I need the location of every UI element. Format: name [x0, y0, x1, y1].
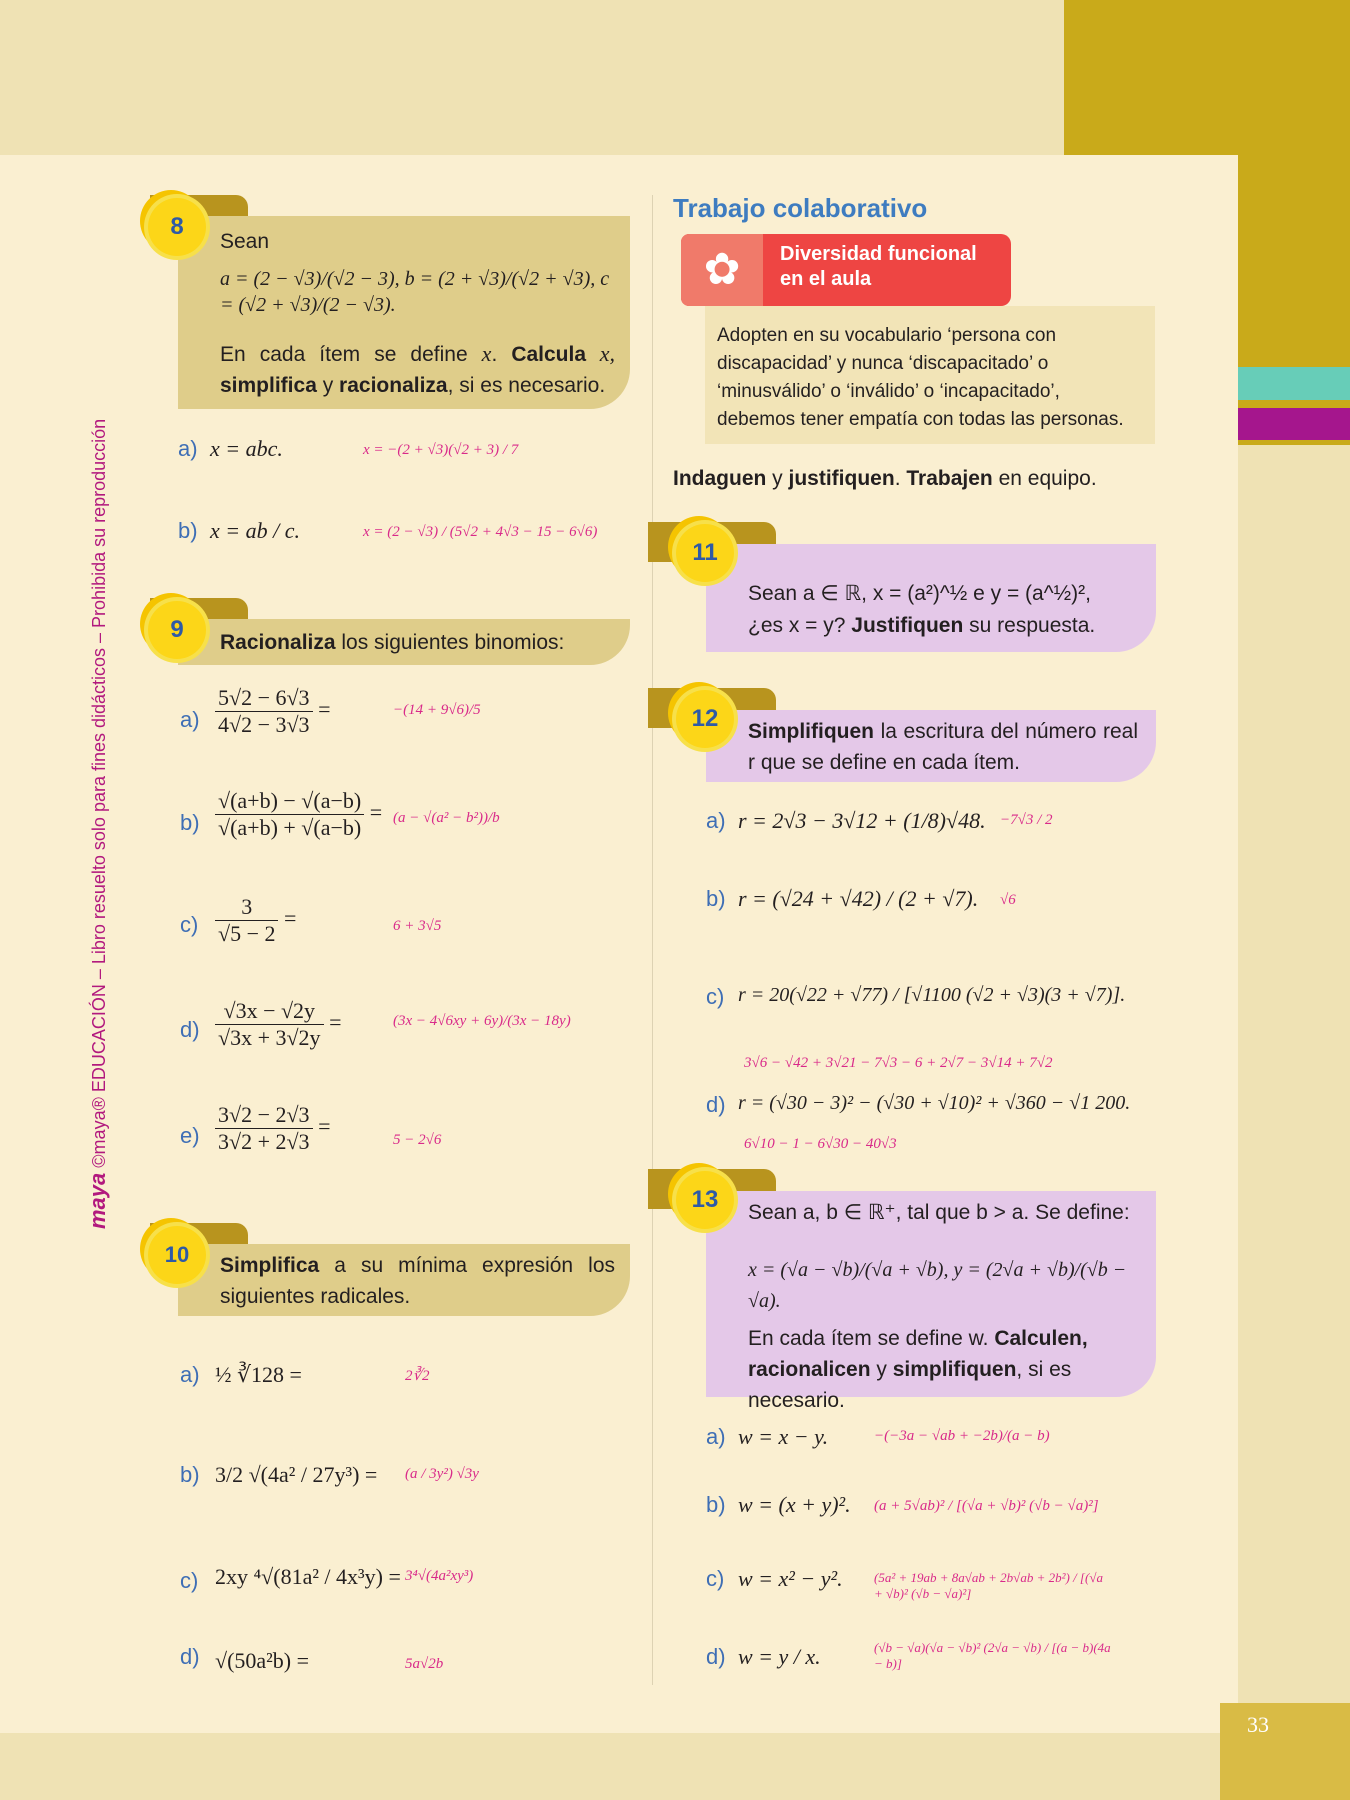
- ex13-item-d-label: d): [706, 1644, 726, 1669]
- ex9-item-e-answer: 5 − 2√6: [393, 1132, 442, 1148]
- ex8-number-badge: 8: [148, 198, 206, 256]
- ex13-instruction: [748, 1323, 1143, 1416]
- ex12-item-c-answer: 3√6 − √42 + 3√21 − 7√3 − 6 + 2√7 − 3√14 + 7√2: [744, 1055, 1053, 1071]
- ex8-item-a-label: a): [178, 436, 198, 461]
- ex13-line1: Sean a, b ∈ ℝ⁺, tal que b > a. Se define:: [748, 1201, 1130, 1224]
- ex12-item-b-expr: r = (√24 + √42) / (2 + √7).: [738, 886, 979, 911]
- diversity-text: Adopten en su vocabulario ‘persona con discapacidad’ y nunca ‘discapacitado’ o ‘minusválido’ o ‘inválido’ o ‘incapacitado’, debemos tener empatía con todas las personas.: [705, 306, 1155, 444]
- ex9-b-num: √(a+b) − √(a−b): [215, 788, 364, 815]
- ex13-item-a-answer: −(−3a − √ab + −2b)/(a − b): [874, 1428, 1050, 1444]
- ex8-definitions: a = (2 − √3)/(√2 − 3), b = (2 + √3)/(√2 + √3), c = (√2 + √3)/(2 − √3).: [220, 268, 610, 316]
- ex13-item-c-expr: w = x² − y².: [738, 1566, 843, 1591]
- ex8-simplifica: simplifica: [220, 374, 317, 397]
- ex10-simplifica: Simplifica: [220, 1254, 320, 1277]
- magenta-strip: [1238, 408, 1350, 440]
- ex9-b-den: √(a+b) + √(a−b): [218, 815, 362, 840]
- ex9-item-c-expr: $\frac{3}{√5 - 2}$ =: [215, 894, 296, 947]
- collab-equipo: en equipo.: [992, 467, 1097, 490]
- teal-strip: [1238, 367, 1350, 400]
- ex8-item-a-answer: x = −(2 + √3)(√2 + 3) / 7: [363, 442, 519, 458]
- ex8-item-b-label: b): [178, 518, 198, 543]
- ex10-item-c-expr: 2xy ⁴√(81a² / 4x³y) =: [215, 1564, 401, 1589]
- ex8-intro: Sean: [220, 230, 270, 253]
- ex11-tail: su respuesta.: [963, 614, 1096, 637]
- ex9-a-num: 5√2 − 6√3: [215, 685, 313, 712]
- ex12-item-b-answer: √6: [1000, 892, 1016, 908]
- ex9-d-num: √3x − √2y: [215, 998, 324, 1025]
- ex8-calcula: Calcula: [511, 343, 587, 366]
- ex8-instruction: [220, 338, 615, 401]
- right-light-band: [1238, 445, 1350, 1800]
- collab-y: y: [766, 467, 789, 490]
- ex13-box: [706, 1191, 1156, 1412]
- collab-trabajen: Trabajen: [906, 467, 993, 490]
- ex8-box: [178, 216, 630, 409]
- ex8-item-a-expr: x = abc.: [210, 436, 283, 461]
- column-divider: [652, 195, 653, 1685]
- ex11-question: ¿es x = y?: [748, 614, 852, 637]
- ex12-number-badge: 12: [676, 690, 734, 748]
- ex12-item-d-label: d): [706, 1092, 726, 1117]
- ex9-item-d-label: d): [180, 1017, 200, 1042]
- ex9-item-b-answer: (a − √(a² − b²))/b: [393, 810, 500, 826]
- ex11-line2: [748, 610, 1095, 641]
- ex10-item-a-answer: 2∛2: [405, 1368, 430, 1384]
- ex13-number-badge: 13: [676, 1171, 734, 1229]
- ex9-item-e-expr: $\frac{3√2 - 2√3}{3√2 + 2√3}$ =: [215, 1102, 330, 1155]
- ex10-number-badge: 10: [148, 1226, 206, 1284]
- ex9-item-c-label: c): [180, 912, 199, 937]
- ex9-item-e-label: e): [180, 1123, 200, 1148]
- ex10-item-d-answer: 5a√2b: [405, 1656, 444, 1672]
- ex13-definitions: x = (√a − √b)/(√a + √b), y = (2√a + √b)/(√b − √a).: [748, 1259, 1127, 1312]
- side-copyright-text: [81, 418, 115, 1229]
- ex9-item-c-answer: 6 + 3√5: [393, 918, 442, 934]
- ex10-text: a su mínima expresión los siguientes radicales.: [220, 1254, 615, 1308]
- ex9-d-den: √3x + 3√2y: [218, 1025, 321, 1050]
- ex12-box: [706, 710, 1156, 782]
- ex11-box: [706, 544, 1156, 652]
- ex9-instruction: [220, 627, 564, 658]
- ex8-instr-x: x: [481, 341, 492, 366]
- ex13-tail: , si es necesario.: [748, 1358, 1072, 1412]
- page-number: 33: [1247, 1712, 1269, 1737]
- ex8-item-b-expr: x = ab / c.: [210, 518, 300, 543]
- ex12-item-d-expr: r = (√30 − 3)² − (√30 + √10)² + √360 − √1 200.: [738, 1092, 1131, 1114]
- ex10-item-d-expr: √(50a²b) =: [215, 1648, 309, 1673]
- ex13-item-b-label: b): [706, 1492, 726, 1517]
- ex10-item-c-label: c): [180, 1568, 199, 1593]
- flower-icon: ✿: [681, 234, 763, 306]
- ex13-item-c-answer: (5a² + 19ab + 8a√ab + 2b√ab + 2b²) / [(√a + √b)² (√b − √a)²]: [874, 1570, 1103, 1601]
- ex12-item-c-expr: r = 20(√22 + √77) / [√1100 (√2 + √3)(3 + √7)].: [738, 984, 1126, 1006]
- top-band: [0, 0, 1064, 155]
- ex11-justifiquen: Justifiquen: [851, 614, 964, 637]
- ex12-item-c-label: c): [706, 984, 725, 1009]
- ex10-item-b-expr: 3/2 √(4a² / 27y³) =: [215, 1462, 378, 1487]
- ex10-instruction: [220, 1250, 615, 1312]
- ex9-item-d-expr: $\frac{√3x - √2y}{√3x + 3√2y}$ =: [215, 998, 341, 1051]
- ex10-item-d-label: d): [180, 1644, 200, 1669]
- ex13-item-c-label: c): [706, 1566, 725, 1591]
- ex12-simplifiquen: Simplifiquen: [748, 720, 874, 743]
- ex9-racionaliza: Racionaliza: [220, 631, 336, 654]
- ex9-item-b-expr: $\frac{√(a+b) - √(a-b)}{√(a+b) + √(a-b)}$ =: [215, 788, 382, 841]
- diversity-title: Diversidad funcional en el aula: [780, 243, 977, 290]
- ex8-item-b-answer: x = (2 − √3) / (5√2 + 4√3 − 15 − 6√6): [363, 524, 598, 540]
- ex13-simplifiquen: simplifiquen: [892, 1358, 1017, 1381]
- collab-title: Trabajo colaborativo: [673, 193, 928, 223]
- ex10-item-b-label: b): [180, 1462, 200, 1487]
- ex9-c-den: √5 − 2: [218, 921, 276, 946]
- bottom-band: [0, 1733, 1220, 1800]
- ex8-instr-x2: x,: [586, 341, 616, 366]
- ex10-item-c-answer: 3⁴√(4a²xy³): [405, 1568, 474, 1584]
- ex9-a-den: 4√2 − 3√3: [218, 712, 310, 737]
- collab-indaguen: Indaguen: [673, 467, 767, 490]
- ex13-item-b-expr: w = (x + y)².: [738, 1492, 851, 1517]
- ex8-instr-mid: .: [491, 343, 512, 366]
- ex9-item-d-answer: (3x − 4√6xy + 6y)/(3x − 18y): [393, 1013, 571, 1029]
- ex13-instr-pre: En cada ítem se define w.: [748, 1327, 995, 1350]
- ex13-item-b-answer: (a + 5√ab)² / [(√a + √b)² (√b − √a)²]: [874, 1498, 1099, 1514]
- ex11-number-badge: 11: [676, 524, 734, 582]
- collab-dot: .: [894, 467, 907, 490]
- ex13-calculen: Calculen, racionalicen: [748, 1327, 1088, 1381]
- ex12-text: la escritura del número real r que se define en cada ítem.: [748, 720, 1138, 774]
- ex12-item-d-answer: 6√10 − 1 − 6√30 − 40√3: [744, 1136, 897, 1152]
- ex10-item-a-expr: ½ ∛128 =: [215, 1362, 302, 1387]
- ex13-item-d-answer: (√b − √a)(√a − √b)² (2√a − √b) / [(a − b)(4a − b)]: [874, 1640, 1111, 1671]
- ex13-item-a-label: a): [706, 1424, 726, 1449]
- ex12-instruction: [748, 716, 1138, 778]
- ex9-e-num: 3√2 − 2√3: [215, 1102, 313, 1129]
- ex8-tail: , si es necesario.: [447, 374, 606, 397]
- ex10-item-a-label: a): [180, 1362, 200, 1387]
- ex9-item-b-label: b): [180, 810, 200, 835]
- ex9-item-a-label: a): [180, 707, 200, 732]
- ex13-y: y: [870, 1358, 893, 1381]
- ex12-item-a-answer: −7√3 / 2: [1000, 812, 1053, 828]
- ex8-y: y: [316, 374, 340, 397]
- ex9-number-badge: 9: [148, 601, 206, 659]
- ex12-item-a-label: a): [706, 808, 726, 833]
- ex12-item-b-label: b): [706, 886, 726, 911]
- ex10-box: [178, 1244, 630, 1316]
- ex11-line1: Sean a ∈ ℝ, x = (a²)^½ e y = (a^½)²,: [748, 582, 1091, 605]
- ex9-text: los siguientes binomios:: [335, 631, 565, 654]
- ex9-item-a-expr: $\frac{5√2 - 6√3}{4√2 - 3√3}$ =: [215, 685, 330, 738]
- ex10-item-b-answer: (a / 3y²) √3y: [405, 1466, 479, 1482]
- collab-instruction: [673, 467, 1097, 491]
- ex13-item-d-expr: w = y / x.: [738, 1644, 821, 1669]
- ex8-instr-pre: En cada ítem se define: [220, 343, 482, 366]
- ex9-item-a-answer: −(14 + 9√6)/5: [393, 702, 481, 718]
- ex12-item-a-expr: r = 2√3 − 3√12 + (1/8)√48.: [738, 808, 986, 833]
- ex9-box: [178, 619, 630, 665]
- ex13-item-a-expr: w = x − y.: [738, 1424, 829, 1449]
- side-copyright: ©maya® EDUCACIÓN – Libro resuelto solo para fines didácticos – Prohibida su reproducción: [89, 418, 109, 1168]
- collab-justifiquen: justifiquen: [788, 467, 895, 490]
- ex9-c-num: 3: [215, 894, 278, 921]
- ex8-racionaliza: racionaliza: [339, 374, 448, 397]
- side-logo: maya: [85, 1172, 110, 1229]
- ex9-e-den: 3√2 + 2√3: [218, 1129, 310, 1154]
